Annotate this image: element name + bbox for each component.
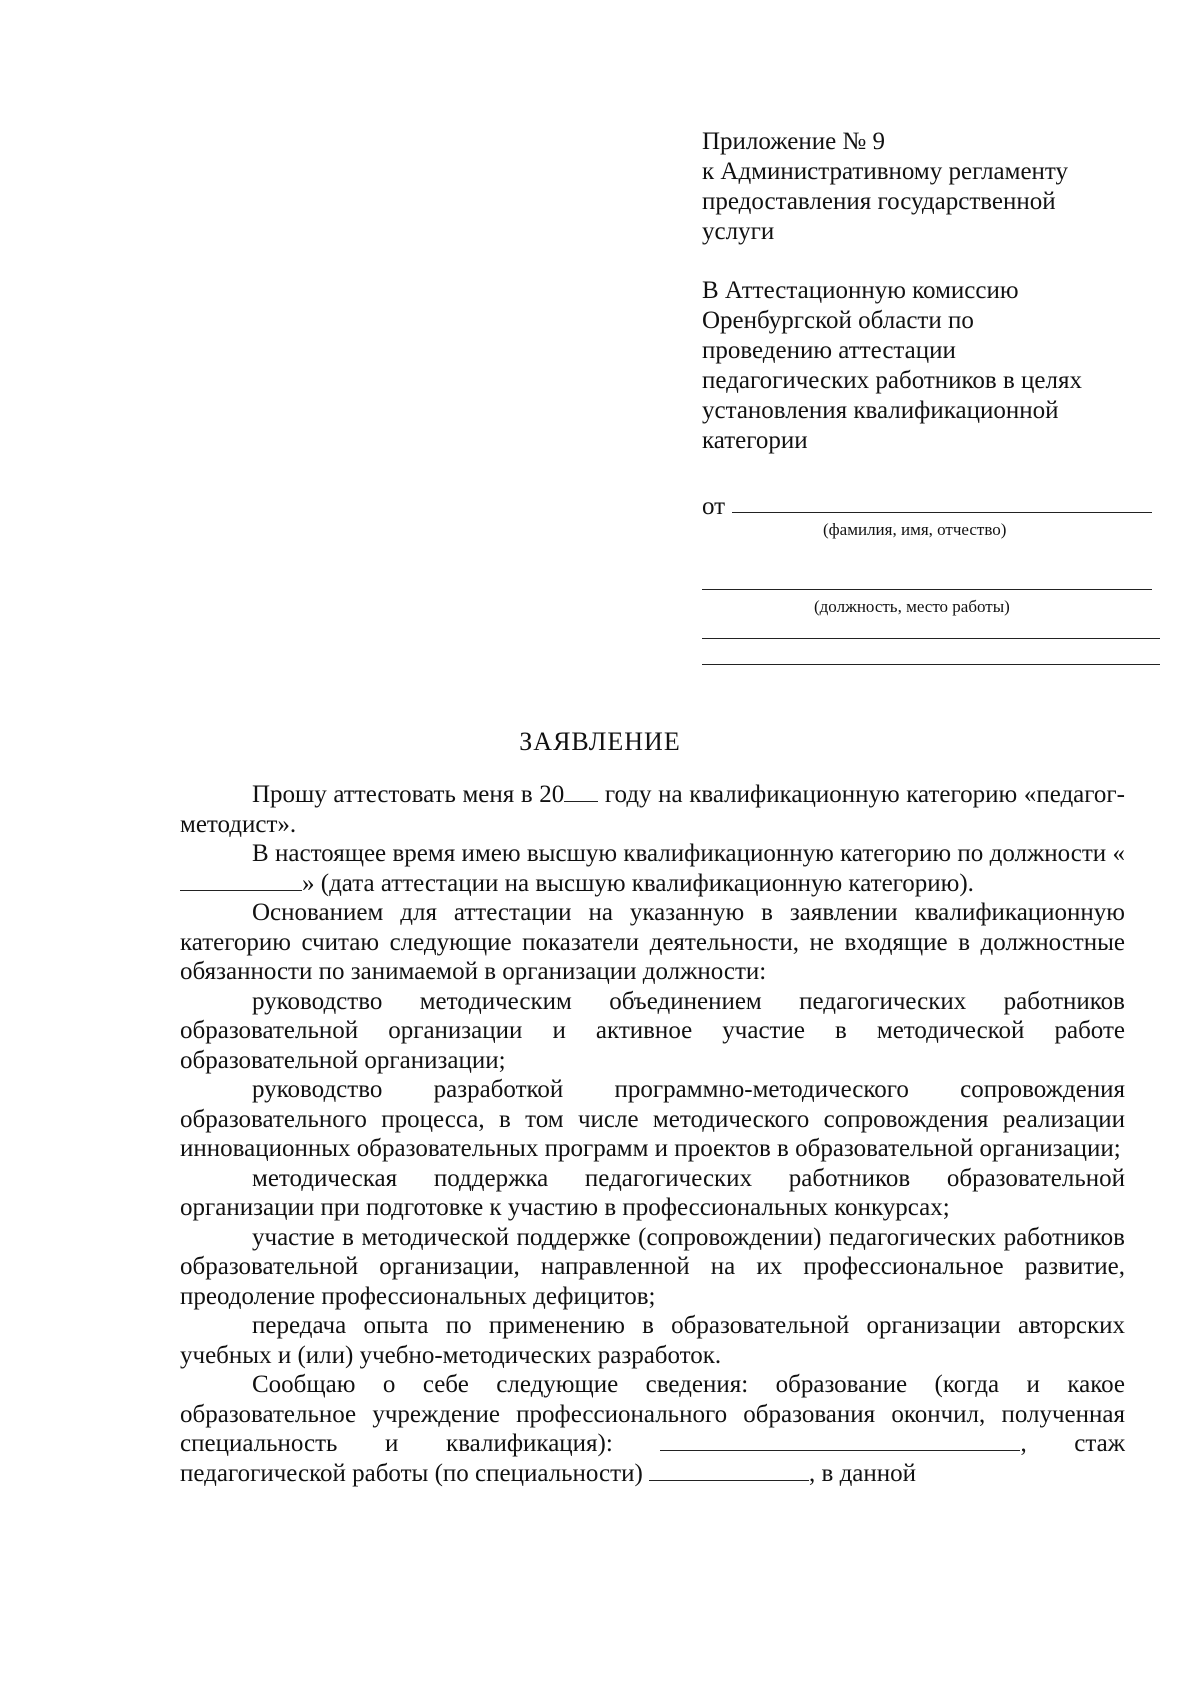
paragraph-grounds: Основанием для аттестации на указанную в заявлении квалификационную категорию считаю следующие показатели деятельности, не входящие в должностные обязанности по занимаемой в организации должности: — [180, 899, 1125, 985]
extra-fill-line-1[interactable] — [702, 638, 1160, 639]
appendix-reference — [702, 127, 1132, 247]
addressee-line-6: категории — [702, 427, 808, 454]
paragraph-item-4: участие в методической поддержке (сопровождении) педагогических работников образовательной организации, направленной на их профессиональное развитие, преодоление профессиональных дефицитов; — [180, 1223, 1125, 1310]
text-segment: году на квалификационную категорию «педагог-методист». — [180, 781, 1125, 838]
addressee-line-1: В Аттестационную комиссию — [702, 277, 1019, 304]
position-caption: (должность, место работы) — [814, 597, 1010, 616]
paragraph-item-2: руководство разработкой программно-методического сопровождения образовательного процесса, в том числе методического сопровождения реализации инновационных образовательных программ и проектов в образовательной организации; — [180, 1076, 1125, 1162]
text-segment: » (дата аттестации на высшую квалификационную категорию). — [302, 869, 974, 897]
appendix-line-3: предоставления государственной — [702, 188, 1056, 215]
text-segment: Прошу аттестовать меня в 20 — [252, 781, 565, 808]
name-caption: (фамилия, имя, отчество) — [823, 520, 1007, 539]
document-title: ЗАЯВЛЕНИЕ — [519, 727, 681, 756]
appendix-line-2: к Административному регламенту — [702, 158, 1069, 185]
position-date-blank[interactable] — [180, 870, 302, 891]
text-segment: Сообщаю о себе следующие сведения: образование (когда и какое образовательное учреждение профессионального образования окончил, полученная специальность и квалификация): — [180, 1371, 1125, 1457]
paragraph-request — [180, 780, 1125, 839]
from-label: от — [702, 493, 726, 520]
name-fill-line[interactable] — [732, 512, 1152, 513]
paragraph-item-3: методическая поддержка педагогических работников образовательной организации при подготовке к участию в профессиональных конкурсах; — [180, 1164, 1125, 1221]
text-segment: , стаж педагогической работы (по специальности) — [180, 1430, 1125, 1487]
addressee-line-4: педагогических работников в целях — [702, 367, 1082, 394]
addressee-line-2: Оренбургской области по — [702, 307, 974, 334]
addressee-block — [702, 276, 1132, 456]
text-segment: , в данной — [809, 1459, 917, 1487]
paragraph-current-category — [180, 839, 1125, 898]
paragraph-personal-info — [180, 1370, 1125, 1488]
appendix-line-4: услуги — [702, 218, 775, 245]
addressee-line-5: установления квалификационной — [702, 397, 1059, 424]
paragraph-item-1: руководство методическим объединением педагогических работников образовательной организации и активное участие в методической работе образовательной организации; — [180, 987, 1125, 1074]
addressee-line-3: проведению аттестации — [702, 337, 956, 364]
experience-blank[interactable] — [649, 1460, 809, 1481]
year-blank[interactable] — [564, 781, 598, 802]
statement-body — [180, 780, 1125, 1488]
paragraph-item-5: передача опыта по применению в образовательной организации авторских учебных и (или) учебно-методических разработок. — [180, 1312, 1125, 1369]
extra-fill-line-2[interactable] — [702, 664, 1160, 665]
position-fill-line[interactable] — [702, 589, 1152, 590]
appendix-line-1: Приложение № 9 — [702, 128, 886, 155]
text-segment: В настоящее время имею высшую квалификационную категорию по должности « — [252, 840, 1125, 867]
education-blank[interactable] — [660, 1430, 1020, 1451]
